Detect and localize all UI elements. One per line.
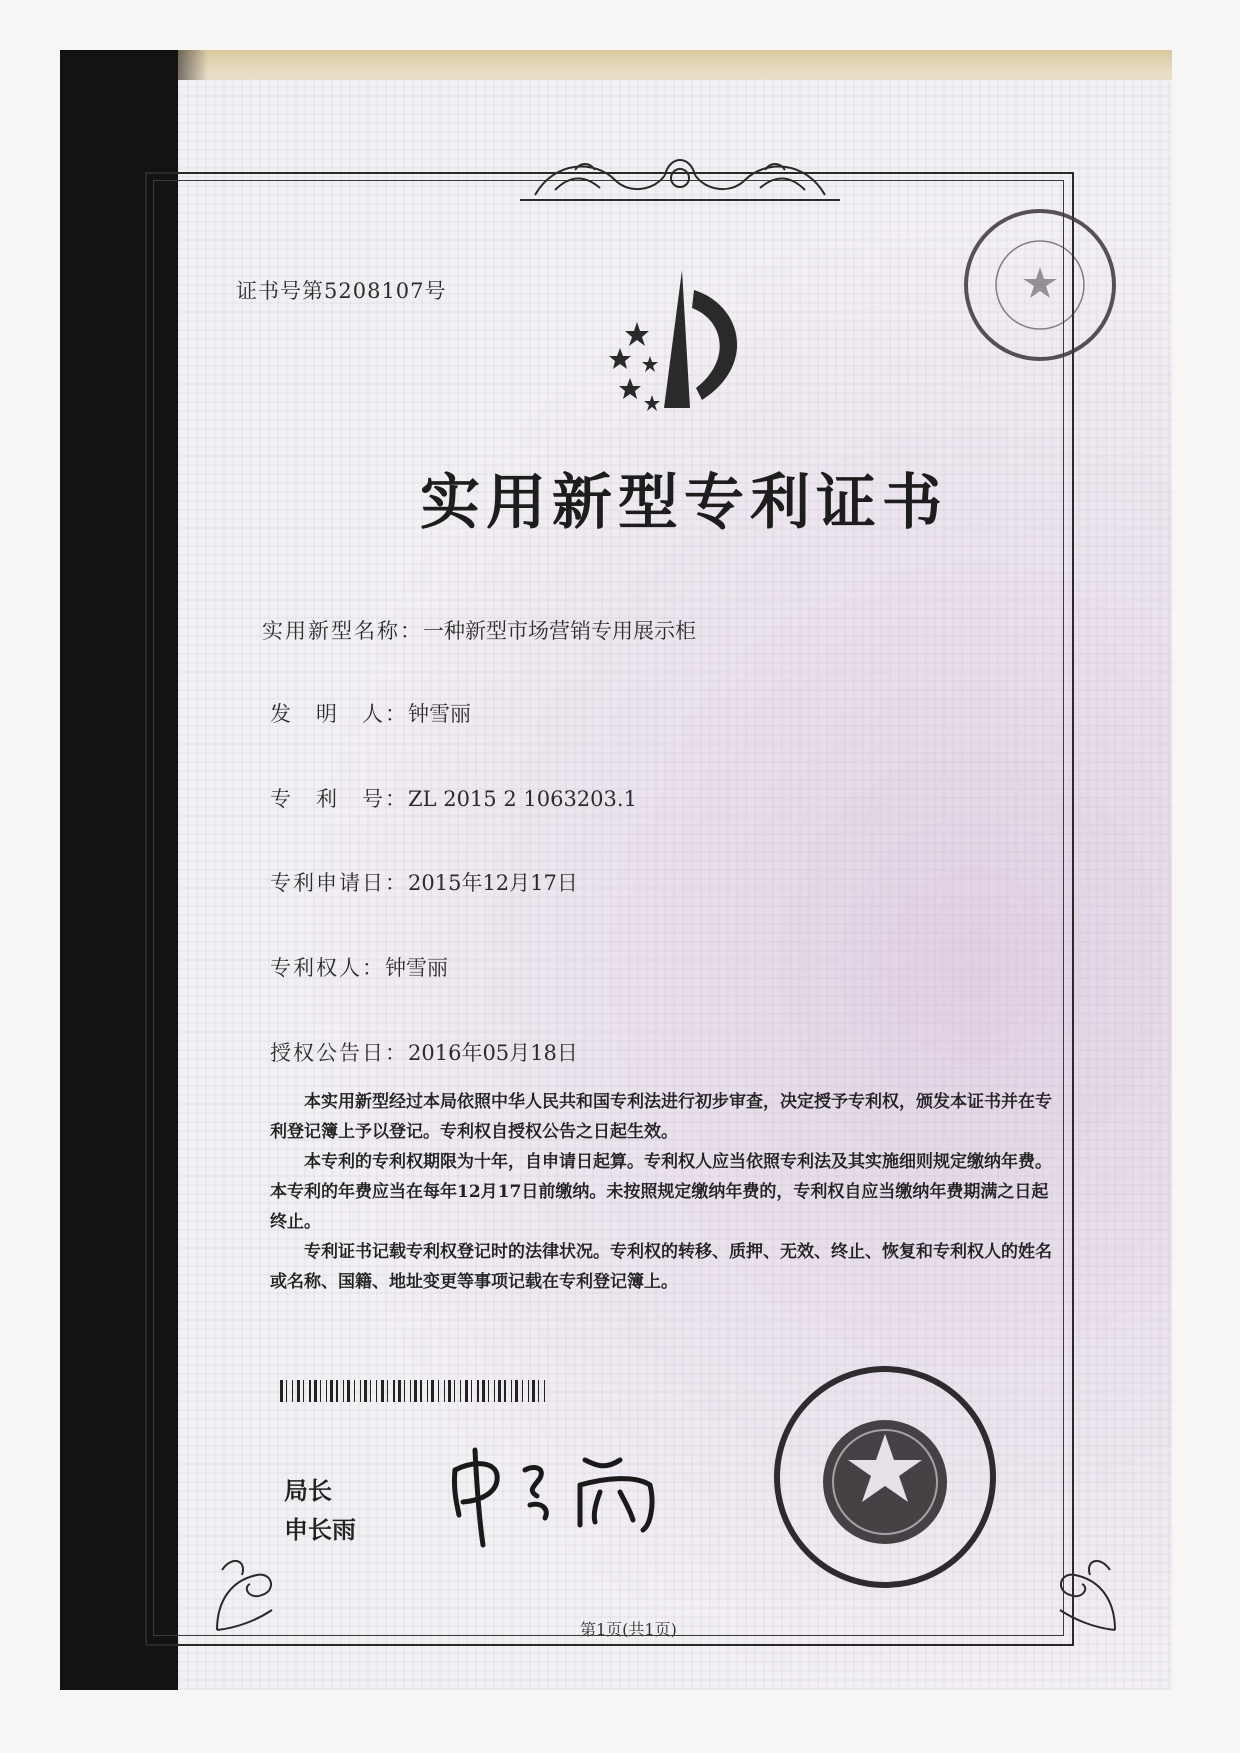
grant-date-row bbox=[270, 1037, 578, 1067]
legal-note-paragraph: 本专利的专利权期限为十年，自申请日起算。专利权人应当依照专利法及其实施细则规定缴纳年费。本专利的年费应当在每年12月17日前缴纳。未按照规定缴纳年费的，专利权自应当缴纳年费期满之日起终止。 bbox=[270, 1152, 1052, 1232]
filing-date-row bbox=[270, 867, 578, 897]
barcode-icon bbox=[280, 1380, 550, 1402]
agency-seal-icon bbox=[960, 205, 1120, 365]
inventor-value: 钟雪丽 bbox=[408, 702, 471, 726]
patentee-row bbox=[270, 952, 448, 982]
utility-model-name-label: 实用新型名称： bbox=[262, 619, 423, 643]
top-ornament-icon bbox=[515, 150, 845, 210]
certificate-number-value: 5208107 bbox=[324, 279, 425, 303]
inventor-label: 发 明 人： bbox=[270, 702, 408, 726]
legal-note-paragraph: 本实用新型经过本局依照中华人民共和国专利法进行初步审查，决定授予专利权，颁发本证书并在专利登记簿上予以登记。专利权自授权公告之日起生效。 bbox=[270, 1092, 1052, 1142]
patent-number-label: 专 利 号： bbox=[270, 787, 408, 811]
certificate-title: 实用新型专利证书 bbox=[420, 468, 948, 538]
director-name: 申长雨 bbox=[284, 1516, 356, 1544]
legal-note-paragraph: 专利证书记载专利权登记时的法律状况。专利权的转移、质押、无效、终止、恢复和专利权人的姓名或名称、国籍、地址变更等事项记载在专利登记簿上。 bbox=[270, 1242, 1052, 1292]
certificate-number-label: 证书号第 bbox=[236, 279, 324, 303]
certificate-number-suffix: 号 bbox=[424, 279, 447, 303]
utility-model-name-row bbox=[262, 615, 696, 645]
utility-model-name-value: 一种新型市场营销专用展示柜 bbox=[423, 619, 696, 643]
patentee-value: 钟雪丽 bbox=[385, 956, 448, 980]
bottom-left-ornament-icon bbox=[212, 1540, 282, 1635]
grant-date-label: 授权公告日： bbox=[270, 1041, 408, 1065]
director-signature-icon bbox=[445, 1430, 685, 1550]
patent-office-emblem-icon bbox=[592, 260, 762, 430]
patent-number-value: ZL 2015 2 1063203.1 bbox=[408, 787, 637, 811]
legal-notes bbox=[270, 1087, 1060, 1297]
patent-number-row bbox=[270, 783, 637, 813]
inventor-row bbox=[270, 698, 471, 728]
patentee-label: 专利权人： bbox=[270, 956, 385, 980]
grant-date-value: 2016年05月18日 bbox=[408, 1041, 578, 1065]
filing-date-value: 2015年12月17日 bbox=[408, 871, 578, 895]
certificate-number bbox=[236, 275, 447, 305]
page-number: 第1页(共1页) bbox=[580, 1620, 677, 1639]
filing-date-label: 专利申请日： bbox=[270, 871, 408, 895]
bottom-right-ornament-icon bbox=[1050, 1540, 1120, 1635]
national-ip-office-seal-icon bbox=[770, 1362, 1000, 1592]
director-title: 局长 bbox=[284, 1477, 332, 1505]
